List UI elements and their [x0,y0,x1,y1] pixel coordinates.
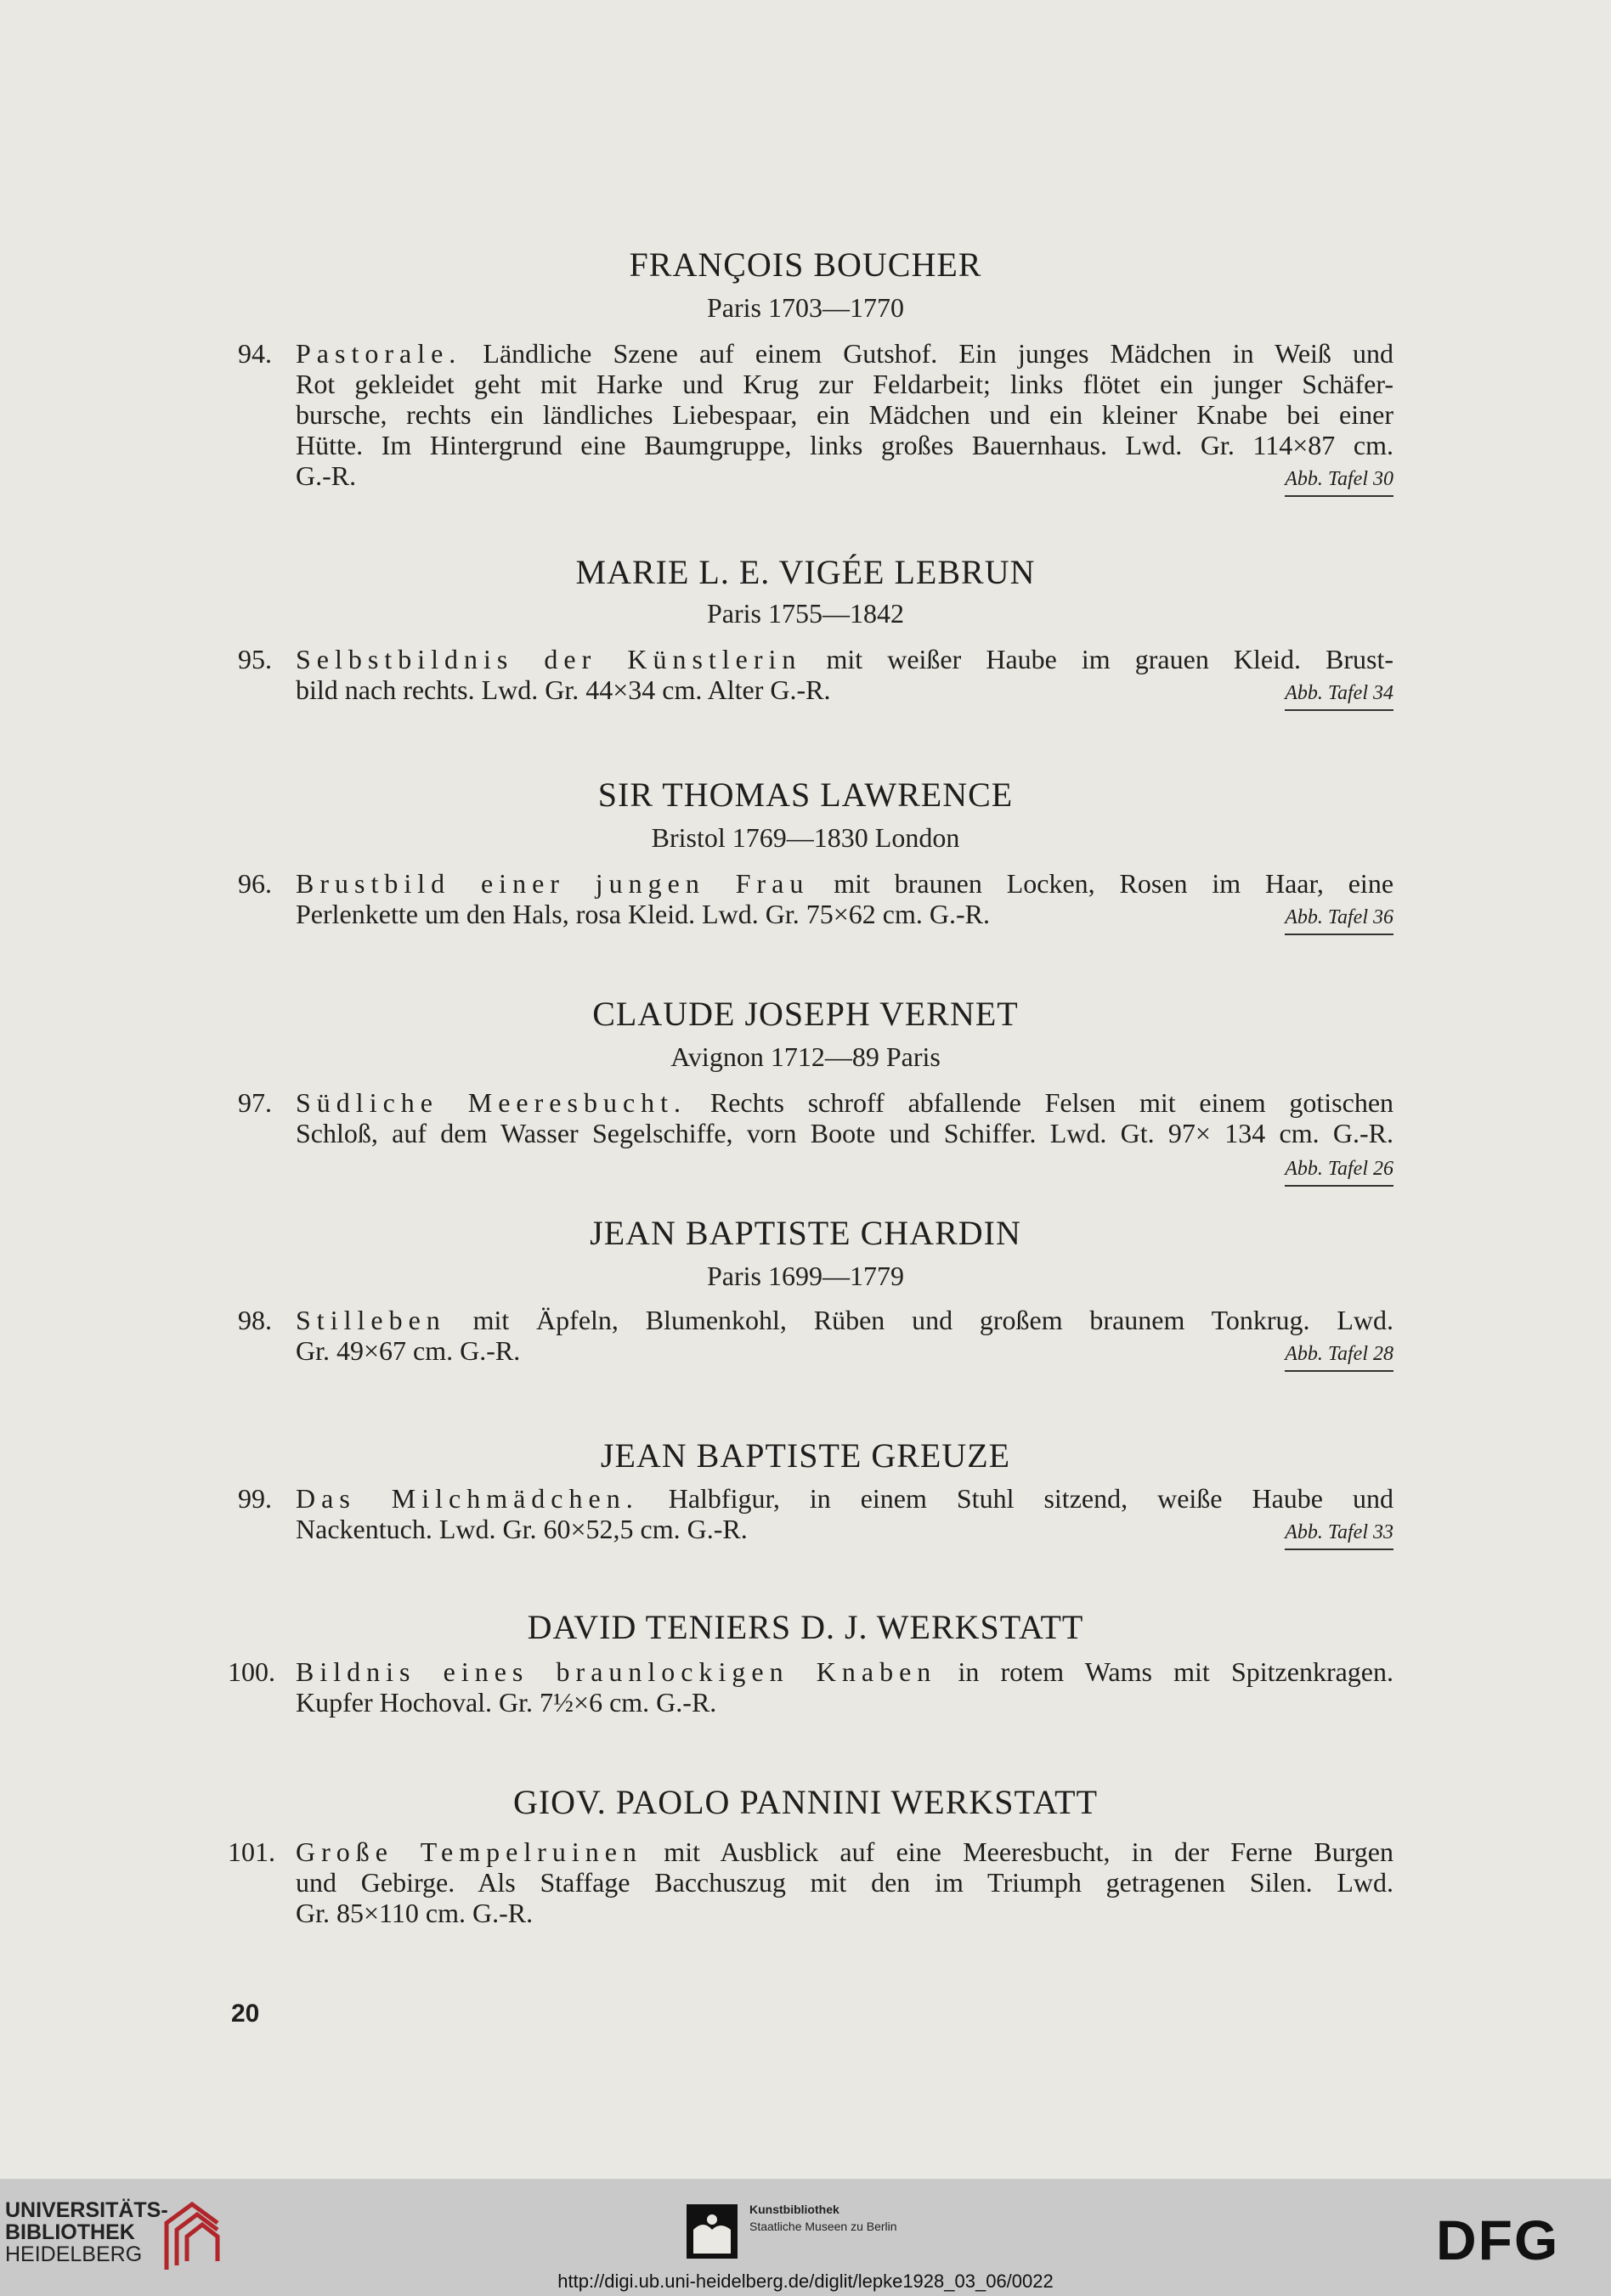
plate-reference: Abb. Tafel 33 [1285,1517,1393,1550]
entry-line [296,1305,1393,1335]
entry-number: 100. [228,1656,275,1687]
ub-line-2: BIBLIOTHEK [5,2220,135,2244]
entry-title: Selbstbildnis der Künstlerin [296,644,802,674]
entry-text: mit Äpfeln, Blumenkohl, Rüben und großem braunem Tonkrug. Lwd. [472,1305,1394,1335]
catalog-entry [238,1305,1393,1373]
entry-line: Gr. 85×110 cm. G.-R. [296,1898,534,1928]
entry-line [296,1483,1393,1514]
entry-line: und Gebirge. Als Staffage Bacchuszug mit den im Triumph getragenen Silen. Lwd. [296,1867,1393,1898]
entry-title: Bildnis eines braunlockigen Knaben [296,1656,937,1687]
entry-number: 98. [238,1305,272,1335]
entry-line [296,1836,1393,1867]
footer-bar [0,2179,1611,2296]
entry-line: bild nach rechts. Lwd. Gr. 44×34 cm. Alter G.-R. [296,674,831,705]
entry-line [296,1656,1393,1687]
entry-number: 94. [238,338,272,369]
artist-heading: JEAN BAPTISTE GREUZE [600,1436,1011,1475]
entry-title: Südliche Meeresbucht. [296,1087,687,1118]
entry-line: Kupfer Hochoval. Gr. 7½×6 cm. G.-R. [296,1687,717,1718]
entry-text: mit weißer Haube im grauen Kleid. Brust- [826,644,1394,674]
entry-text: Rechts schroff abfallende Felsen mit einem gotischen [709,1087,1394,1118]
entry-title: Das Milchmädchen. [296,1483,639,1514]
artist-lifespan: Paris 1699—1779 [707,1261,904,1291]
entry-line: Hütte. Im Hintergrund eine Baumgruppe, links großes Bauernhaus. Lwd. Gr. 114×87 cm. [296,430,1393,460]
catalog-entry [228,1836,1394,1930]
permalink-url[interactable]: http://digi.ub.uni-heidelberg.de/diglit/lepke1928_03_06/0022 [557,2271,1054,2292]
ub-heidelberg-logo-icon[interactable] [158,2197,226,2274]
entry-line [296,868,1393,899]
catalog-entry [228,1656,1394,1724]
entry-line [296,1087,1393,1118]
artist-lifespan: Paris 1755—1842 [707,598,904,629]
entry-text: in rotem Wams mit Spitzenkragen. [958,1656,1394,1687]
catalog-entry [238,1087,1393,1181]
ub-heidelberg-wordmark[interactable] [5,2199,168,2265]
catalog-entry [238,338,1393,499]
ub-line-3: HEIDELBERG [5,2242,143,2266]
entry-title: Große Tempelruinen [296,1836,642,1867]
artist-heading: CLAUDE JOSEPH VERNET [592,995,1019,1033]
entry-text: mit Ausblick auf eine Meeresbucht, in der Ferne Burgen [664,1836,1394,1867]
entry-title: Stilleben [296,1305,446,1335]
kunstbibliothek-subtitle: Staatliche Museen zu Berlin [749,2220,897,2233]
entry-line: Schloß, auf dem Wasser Segelschiffe, vorn Boote und Schiffer. Lwd. Gt. 97× 134 cm. G.-R. [296,1118,1393,1148]
plate-reference: Abb. Tafel 36 [1285,902,1393,935]
entry-line: Perlenkette um den Hals, rosa Kleid. Lwd. Gr. 75×62 cm. G.-R. [296,899,990,929]
entry-line: Nackentuch. Lwd. Gr. 60×52,5 cm. G.-R. [296,1514,748,1544]
plate-reference: Abb. Tafel 26 [1285,1154,1393,1187]
entry-title: Pastorale. [296,338,462,369]
entry-number: 99. [238,1483,272,1514]
catalog-entry [238,1483,1393,1551]
catalog-entry [238,644,1393,712]
entry-line: bursche, rechts ein ländliches Liebespaar, ein Mädchen und ein kleiner Knabe bei einer [296,399,1393,430]
entry-line [296,644,1393,674]
entry-number: 96. [238,868,272,899]
kunstbibliothek-logo-icon[interactable] [687,2204,738,2259]
plate-reference: Abb. Tafel 30 [1285,464,1393,497]
artist-heading: SIR THOMAS LAWRENCE [597,776,1014,814]
kunstbibliothek-title: Kunstbibliothek [749,2203,839,2216]
entry-text: Ländliche Szene auf einem Gutshof. Ein junges Mädchen in Weiß und [483,338,1394,369]
plate-reference: Abb. Tafel 34 [1285,678,1393,711]
entry-line: G.-R. [296,460,357,491]
artist-lifespan: Paris 1703—1770 [707,292,904,323]
ub-line-1: UNIVERSITÄTS- [5,2198,168,2222]
entry-number: 95. [238,644,272,674]
artist-heading: JEAN BAPTISTE CHARDIN [590,1214,1021,1252]
artist-heading: GIOV. PAOLO PANNINI WERKSTATT [512,1783,1099,1821]
entry-line: Rot gekleidet geht mit Harke und Krug zur Feldarbeit; links flötet ein junger Schäfer- [296,369,1393,399]
artist-heading: DAVID TENIERS D. J. WERKSTATT [527,1608,1084,1646]
catalog-entry [238,868,1393,936]
artist-heading: MARIE L. E. VIGÉE LEBRUN [575,553,1036,591]
entry-text: mit braunen Locken, Rosen im Haar, eine [834,868,1394,899]
entry-line [296,338,1393,369]
entry-number: 97. [238,1087,272,1118]
page-number: 20 [231,2000,260,2028]
entry-text: Halbfigur, in einem Stuhl sitzend, weiße Haube und [668,1483,1394,1514]
plate-reference: Abb. Tafel 28 [1285,1339,1393,1372]
entry-line: Gr. 49×67 cm. G.-R. [296,1335,521,1366]
artist-heading: FRANÇOIS BOUCHER [629,245,982,284]
entry-title: Brustbild einer jungen Frau [296,868,810,899]
dfg-logo[interactable]: DFG [1436,2209,1560,2271]
artist-lifespan: Avignon 1712—89 Paris [670,1041,941,1072]
artist-lifespan: Bristol 1769—1830 London [651,822,960,853]
entry-number: 101. [228,1836,275,1867]
